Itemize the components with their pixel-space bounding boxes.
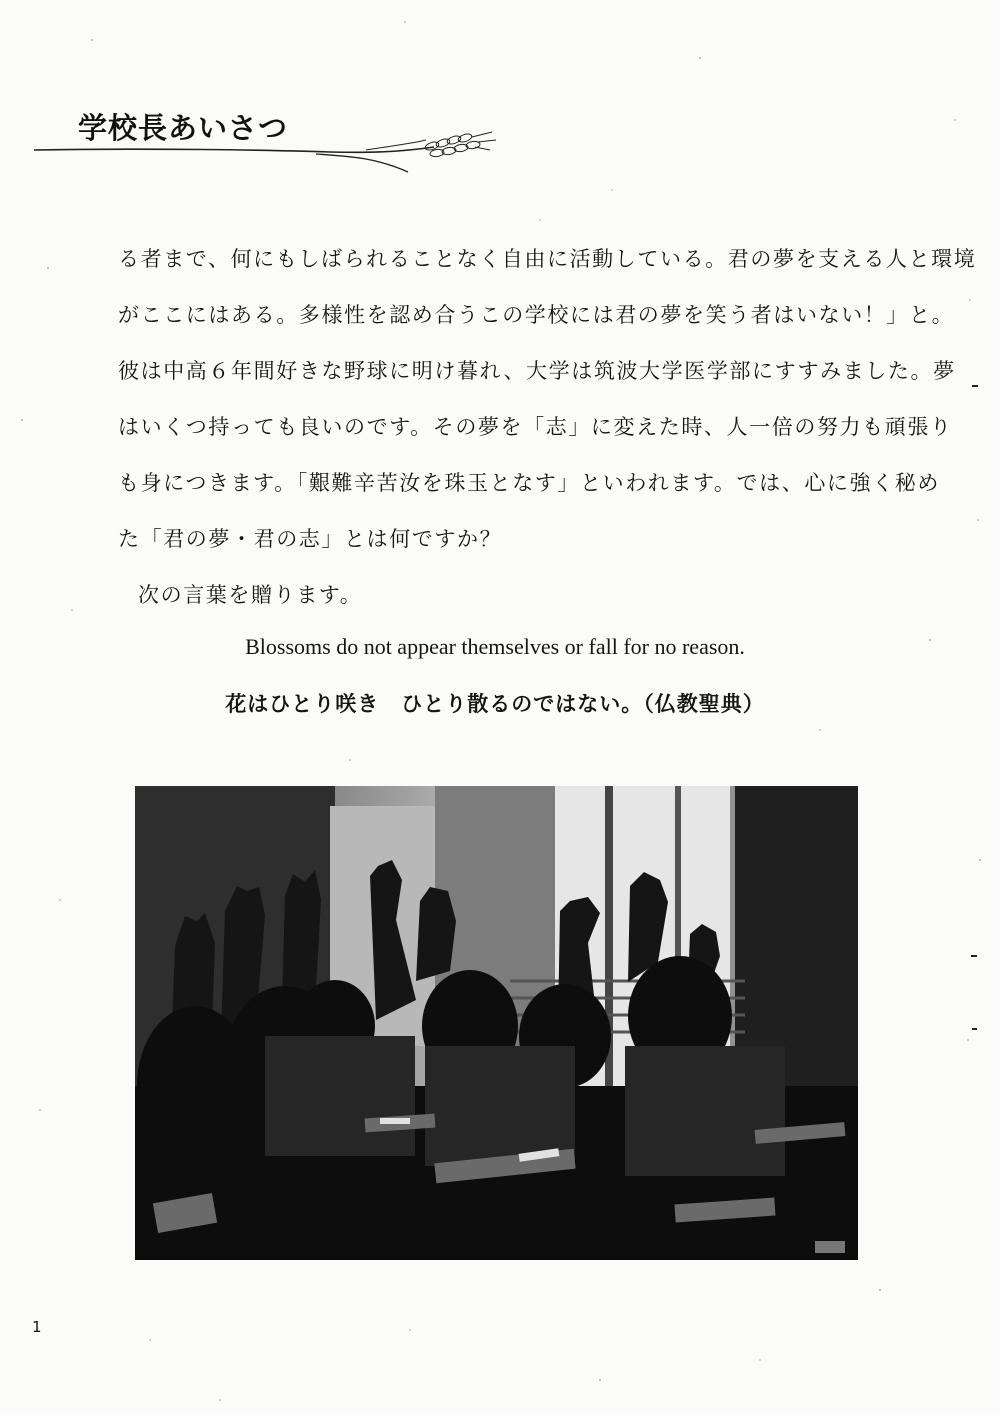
body-line: がここにはある。多様性を認め合うこの学校には君の夢を笑う者はいない！」と。	[118, 303, 955, 327]
body-line: た「君の夢・君の志」とは何ですか？	[118, 527, 503, 551]
body-line: はいくつ持っても良いのです。その夢を「志」に変えた時、人一倍の努力も頑張り	[118, 415, 953, 439]
quote-english: Blossoms do not appear themselves or fall for no reason.	[245, 634, 745, 659]
classroom-photo	[135, 786, 858, 1260]
body-line: も身につきます。「艱難辛苦汝を珠玉となす」といわれます。では、心に強く秘め	[118, 471, 940, 495]
students-raising-hands-image	[135, 786, 858, 1260]
body-text	[118, 244, 977, 636]
body-line: る者まで、何にもしばられることなく自由に活動している。君の夢を支える人と環境	[118, 247, 977, 271]
page-title: 学校長あいさつ	[78, 111, 289, 145]
body-line: 彼は中高６年間好きな野球に明け暮れ、大学は筑波大学医学部にすすみました。夢	[118, 359, 956, 383]
quote-japanese: 花はひとり咲き ひとり散るのではない。（仏教聖典）	[225, 692, 765, 716]
wheat-stalk-ornament	[30, 128, 500, 178]
page-number: 1	[32, 1318, 42, 1336]
body-line: 次の言葉を贈ります。	[138, 583, 363, 607]
